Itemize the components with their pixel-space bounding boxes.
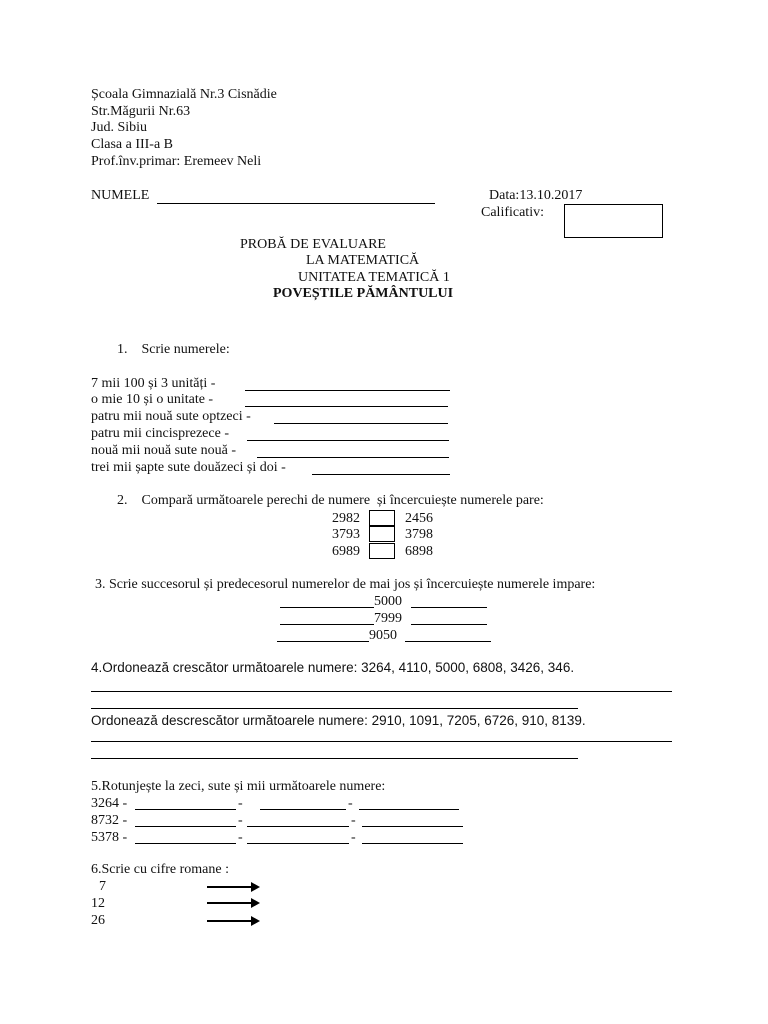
ex2-right-number: 2456 [405, 511, 433, 526]
answer-line[interactable] [247, 843, 349, 844]
ex2-right-number: 3798 [405, 527, 433, 542]
answer-line[interactable] [135, 826, 236, 827]
ex1-item: patru mii nouă sute optzeci - [91, 409, 251, 424]
title-line-3: UNITATEA TEMATICĂ 1 [298, 270, 450, 285]
title-line-4: POVEȘTILE PĂMÂNTULUI [273, 286, 454, 301]
title-line-2: LA MATEMATICĂ [306, 253, 420, 268]
ex5-heading: 5.Rotunjește la zeci, sute și mii următoarele numere: [91, 779, 386, 794]
ex2-right-number: 6898 [405, 544, 433, 559]
ex5-sep: - [351, 813, 356, 828]
ex1-item: trei mii șapte sute douăzeci și doi - [91, 460, 286, 475]
ex1-item: o mie 10 și o unitate - [91, 392, 214, 407]
class-name: Clasa a III-a B [91, 137, 174, 152]
answer-line[interactable] [135, 809, 236, 810]
ex6-number: 12 [91, 896, 105, 911]
answer-line[interactable] [91, 691, 672, 692]
answer-line[interactable] [312, 474, 450, 475]
ex6-number: 7 [99, 879, 106, 894]
answer-line[interactable] [362, 843, 463, 844]
compare-box[interactable] [369, 543, 395, 559]
answer-line[interactable] [405, 641, 491, 642]
ex5-sep: - [351, 830, 356, 845]
ex2-left-number: 6989 [332, 544, 360, 559]
ex1-item: nouă mii nouă sute nouă - [91, 443, 237, 458]
answer-line[interactable] [280, 624, 374, 625]
ex3-heading: 3. Scrie succesorul și predecesorul numerelor de mai jos și încercuiește numerele impare: [95, 577, 596, 592]
arrow-right-icon [207, 882, 260, 892]
ex6-heading: 6.Scrie cu cifre romane : [91, 862, 229, 877]
ex1-item: patru mii cincisprezece - [91, 426, 229, 441]
answer-line[interactable] [91, 758, 578, 759]
ex2-left-number: 2982 [332, 511, 360, 526]
answer-line[interactable] [247, 826, 349, 827]
answer-line[interactable] [359, 809, 459, 810]
answer-line[interactable] [245, 390, 450, 391]
compare-box[interactable] [369, 526, 395, 542]
teacher-name: Prof.înv.primar: Eremeev Neli [91, 154, 262, 169]
compare-box[interactable] [369, 510, 395, 526]
ex3-number: 7999 [374, 611, 402, 626]
ex3-number: 9050 [369, 628, 397, 643]
answer-line[interactable] [247, 440, 449, 441]
arrow-right-icon [207, 898, 260, 908]
grade-box[interactable] [564, 204, 663, 238]
answer-line[interactable] [245, 406, 448, 407]
grade-label: Calificativ: [481, 205, 544, 220]
school-name: Școala Gimnazială Nr.3 Cisnădie [91, 87, 277, 102]
ex5-sep: - [348, 796, 353, 811]
answer-line[interactable] [257, 457, 449, 458]
school-street: Str.Măgurii Nr.63 [91, 104, 191, 119]
answer-line[interactable] [260, 809, 346, 810]
ex3-number: 5000 [374, 594, 402, 609]
name-label: NUMELE [91, 188, 150, 203]
answer-line[interactable] [135, 843, 236, 844]
ex2-left-number: 3793 [332, 527, 360, 542]
ex2-heading: 2. Compară următoarele perechi de numere și încercuiește numerele pare: [117, 493, 544, 508]
ex5-number: 3264 - [91, 796, 128, 811]
school-county: Jud. Sibiu [91, 120, 148, 135]
ex4-heading-desc: Ordonează descrescător următoarele numere: 2910, 1091, 7205, 6726, 910, 8139. [91, 713, 586, 728]
ex5-sep: - [238, 813, 243, 828]
arrow-right-icon [207, 916, 260, 926]
date-label: Data:13.10.2017 [489, 188, 583, 203]
title-line-1: PROBĂ DE EVALUARE [240, 237, 386, 252]
ex1-heading: 1. Scrie numerele: [117, 342, 230, 357]
answer-line[interactable] [274, 423, 448, 424]
answer-line[interactable] [411, 624, 487, 625]
answer-line[interactable] [91, 708, 578, 709]
ex5-number: 5378 - [91, 830, 128, 845]
ex6-number: 26 [91, 913, 105, 928]
ex5-number: 8732 - [91, 813, 128, 828]
ex1-item: 7 mii 100 și 3 unități - [91, 376, 216, 391]
answer-line[interactable] [411, 607, 487, 608]
answer-line[interactable] [362, 826, 463, 827]
ex4-heading-asc: 4.Ordonează crescător următoarele numere: 3264, 4110, 5000, 6808, 3426, 346. [91, 660, 575, 675]
ex5-sep: - [238, 830, 243, 845]
name-line[interactable] [157, 203, 435, 204]
ex5-sep: - [238, 796, 243, 811]
answer-line[interactable] [277, 641, 369, 642]
answer-line[interactable] [280, 607, 374, 608]
answer-line[interactable] [91, 741, 672, 742]
